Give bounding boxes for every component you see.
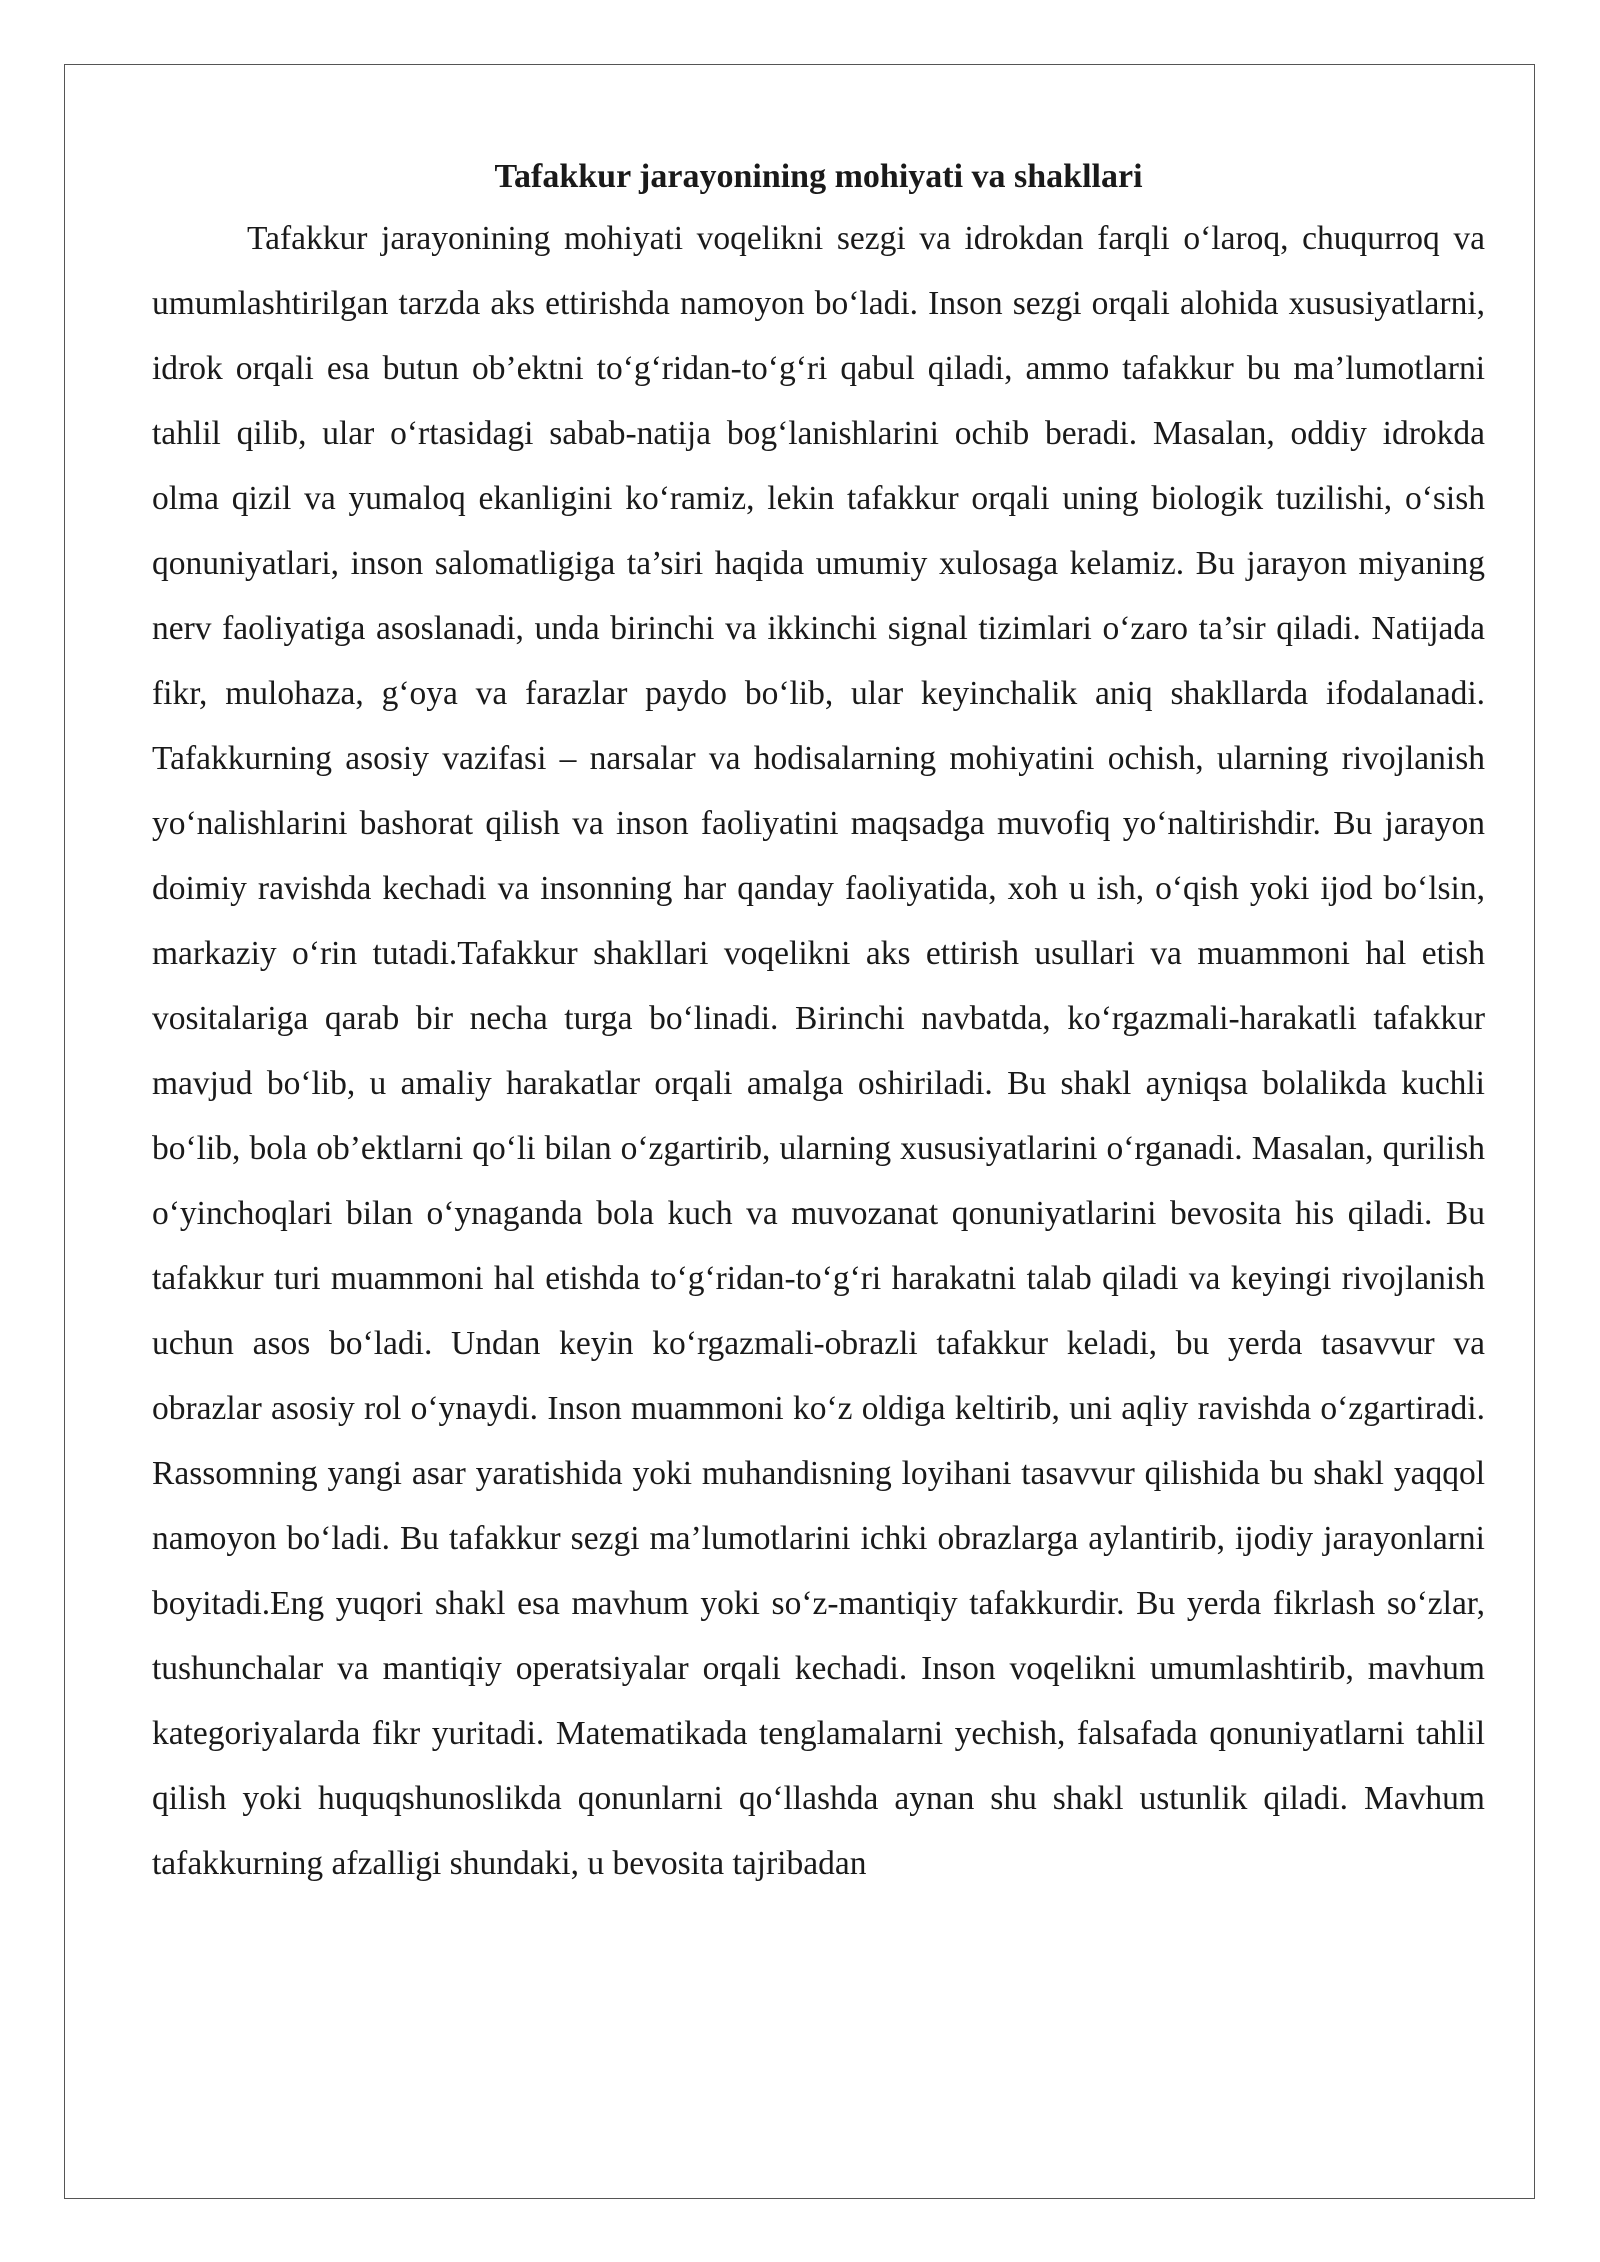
document-title: Tafakkur jarayonining mohiyati va shakllari (494, 158, 1143, 195)
document-body-paragraph: Tafakkur jarayonining mohiyati voqelikni sezgi va idrokdan farqli o‘laroq, chuqurroq va umumlashtirilgan tarzda aks ettirishda namoyon bo‘ladi. Inson sezgi orqali alohida xususiyatlarni, idrok orqali esa butun ob’ektni to‘g‘ridan-to‘g‘ri qabul qiladi, ammo tafakkur bu ma’lumotlarni tahlil qilib, ular o‘rtasidagi sabab-natija bog‘lanishlarini ochib beradi. Masalan, oddiy idrokda olma qizil va yumaloq ekanligini ko‘ramiz, lekin tafakkur orqali uning biologik tuzilishi, o‘sish qonuniyatlari, inson salomatligiga ta’siri haqida umumiy xulosaga kelamiz. Bu jarayon miyaning nerv faoliyatiga asoslanadi, unda birinchi va ikkinchi signal tizimlari o‘zaro ta’sir qiladi. Natijada fikr, mulohaza, g‘oya va farazlar paydo bo‘lib, ular keyinchalik aniq shakllarda ifodalanadi. Tafakkurning asosiy vazifasi – narsalar va hodisalarning mohiyatini ochish, ularning rivojlanish yo‘nalishlarini bashorat qilish va inson faoliyatini maqsadga muvofiq yo‘naltirishdir. Bu jarayon doimiy ravishda kechadi va insonning har qanday faoliyatida, xoh u ish, o‘qish yoki ijod bo‘lsin, markaziy o‘rin tutadi.Tafakkur shakllari voqelikni aks ettirish usullari va muammoni hal etish vositalariga qarab bir necha turga bo‘linadi. Birinchi navbatda, ko‘rgazmali-harakatli tafakkur mavjud bo‘lib, u amaliy harakatlar orqali amalga oshiriladi. Bu shakl ayniqsa bolalikda kuchli bo‘lib, bola ob’ektlarni qo‘li bilan o‘zgartirib, ularning xususiyatlarini o‘rganadi. Masalan, qurilish o‘yinchoqlari bilan o‘ynaganda bola kuch va muvozanat qonuniyatlarini bevosita his qiladi. Bu tafakkur turi muammoni hal etishda to‘g‘ridan-to‘g‘ri harakatni talab qiladi va keyingi rivojlanish uchun asos bo‘ladi. Undan keyin ko‘rgazmali-obrazli tafakkur keladi, bu yerda tasavvur va obrazlar asosiy rol o‘ynaydi. Inson muammoni ko‘z oldiga keltirib, uni aqliy ravishda o‘zgartiradi. Rassomning yangi asar yaratishida yoki muhandisning loyihani tasavvur qilishida bu shakl yaqqol namoyon bo‘ladi. Bu tafakkur sezgi ma’lumotlarini ichki obrazlarga aylantirib, ijodiy jarayonlarni boyitadi.Eng yuqori shakl esa mavhum yoki so‘z-mantiqiy tafakkurdir. Bu yerda fikrlash so‘zlar, tushunchalar va mantiqiy operatsiyalar orqali kechadi. Inson voqelikni umumlashtirib, mavhum kategoriyalarda fikr yuritadi. Matematikada tenglamalarni yechish, falsafada qonuniyatlarni tahlil qilish yoki huquqshunoslikda qonunlarni qo‘llashda aynan shu shakl ustunlik qiladi. Mavhum tafakkurning afzalligi shundaki, u bevosita tajribadan (152, 220, 1485, 1882)
document-content (152, 148, 1485, 1896)
